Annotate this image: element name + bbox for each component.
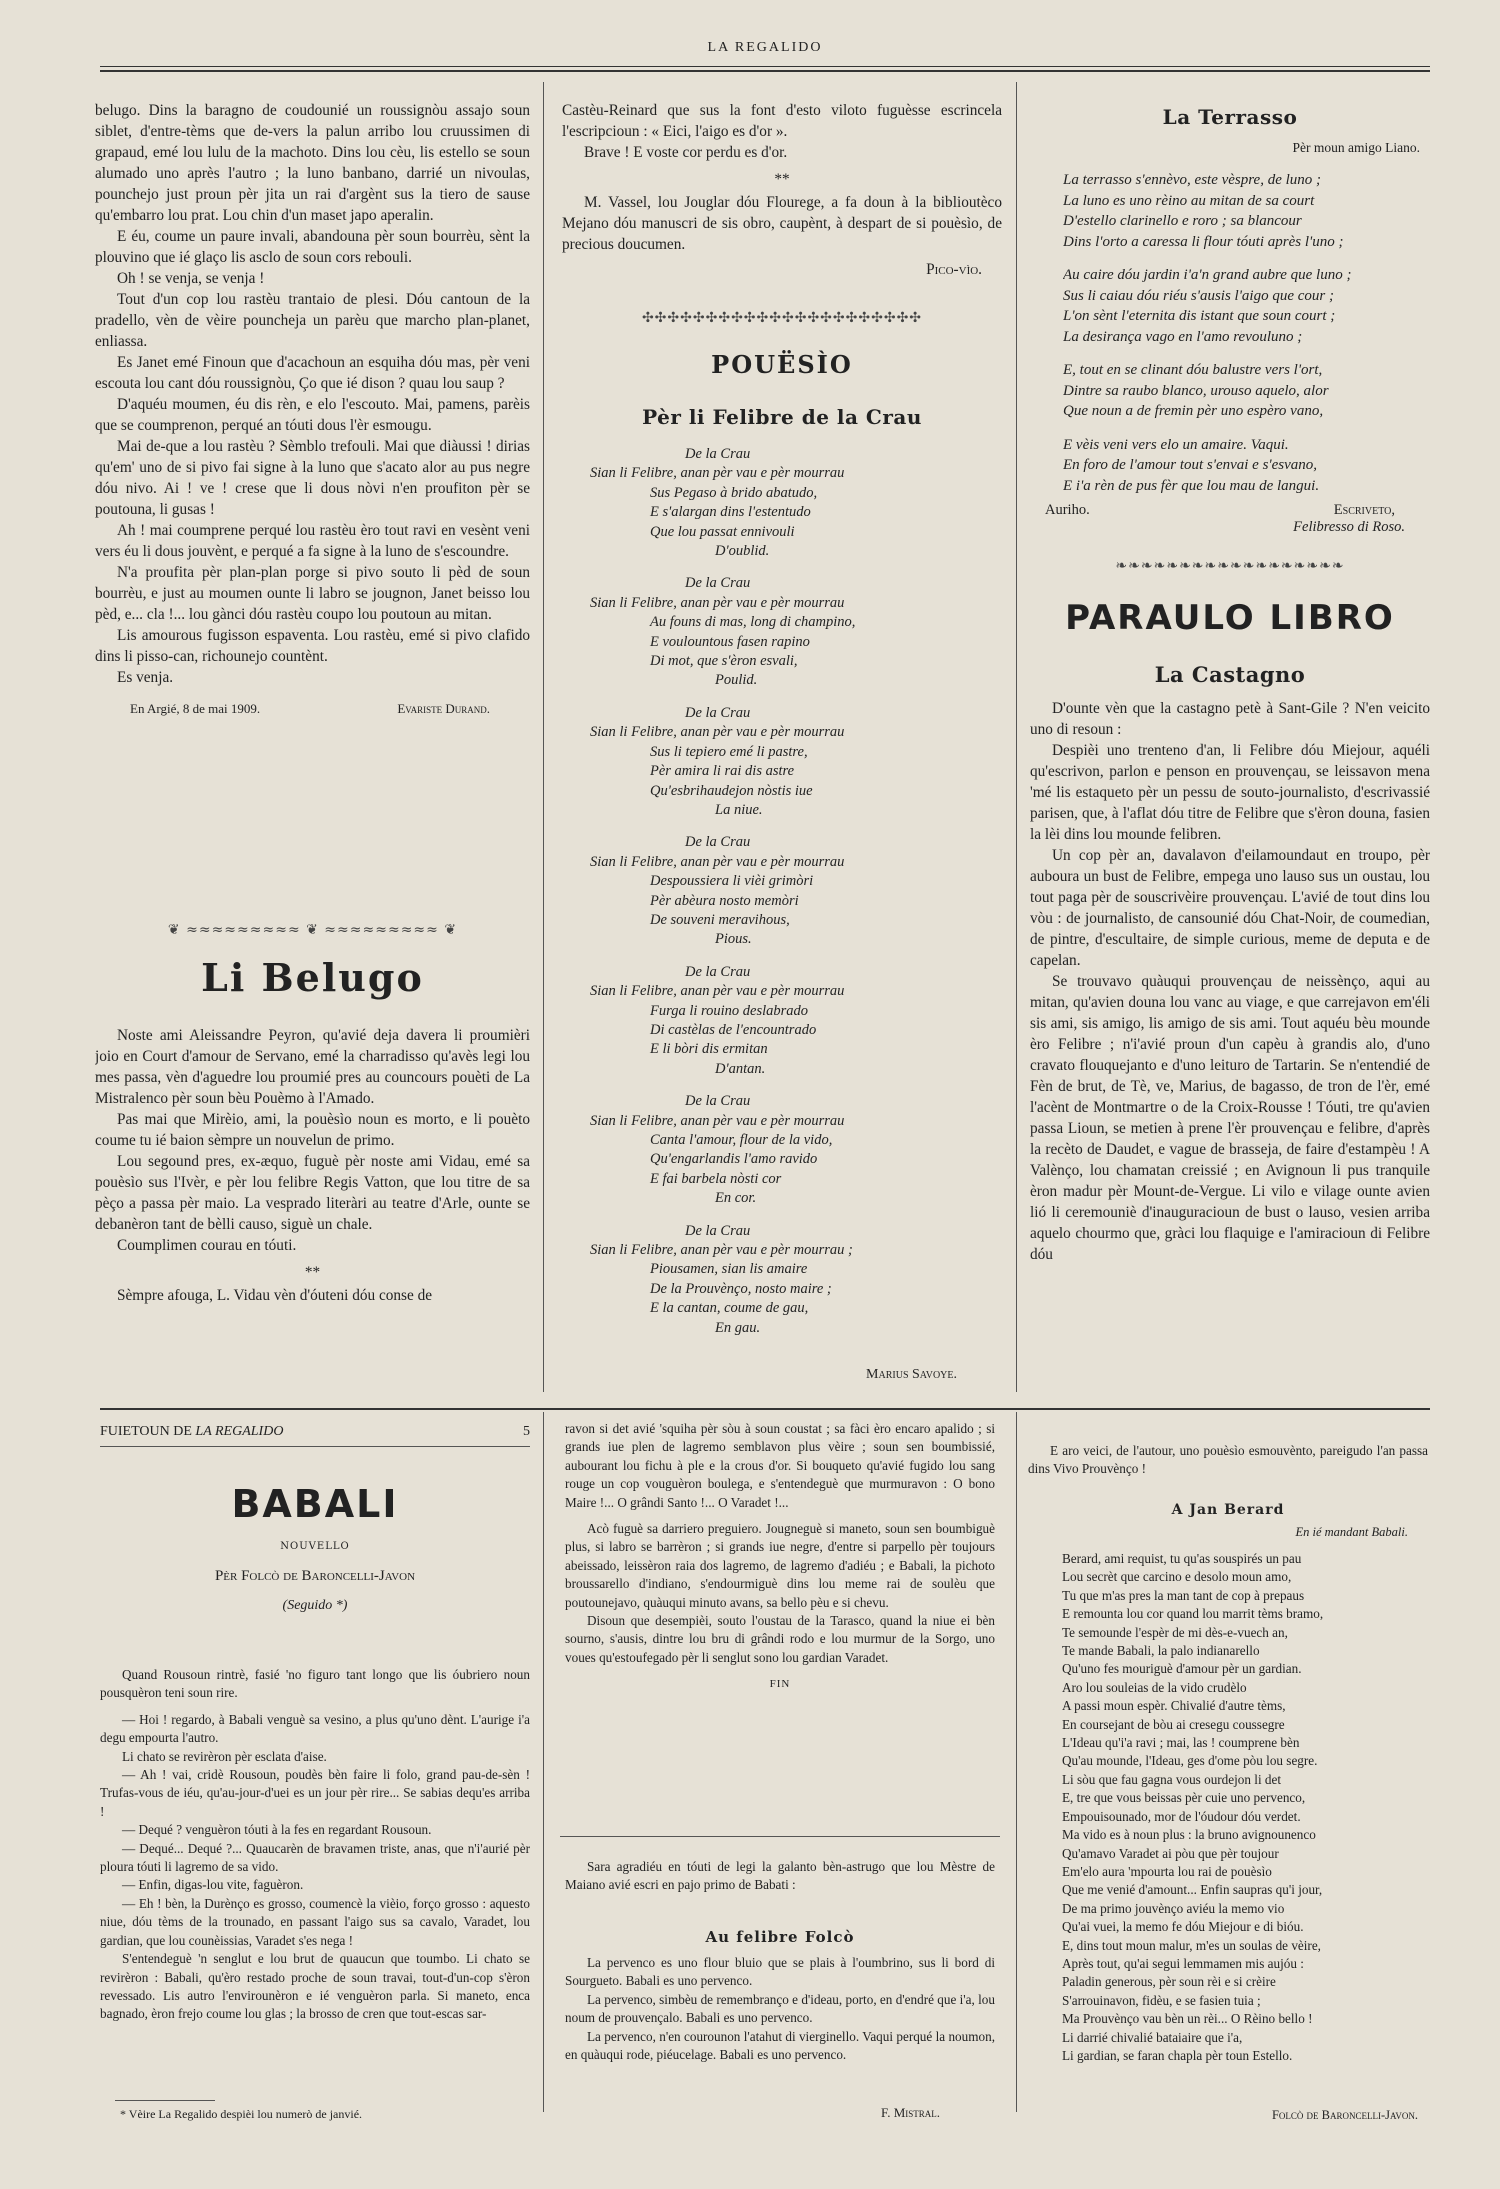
poem-line: Pèr amira li rai dis astre xyxy=(650,763,795,780)
intro-text xyxy=(1028,1442,1428,1492)
poem-line: Despoussiera li vièi grimòri xyxy=(650,873,814,890)
author-signature: Evariste Durand. xyxy=(397,701,490,716)
poem-line: De la Crau xyxy=(685,1093,751,1110)
ornament-divider: ❧❧❧❧❧❧❧❧❧❧❧❧❧❧❧❧❧❧ xyxy=(1115,558,1345,574)
poem-line: Dins l'orto a caressa li flour tóuti après l'uno ; xyxy=(1063,233,1344,250)
poem-line: Sian li Felibre, anan pèr vau e pèr mourrau xyxy=(590,594,845,611)
paragraph: Se trouvavo quàuqui prouvençau de neissènço, aqui au mitan, qu'avien douna lou vanc au viage, e que carrejavon em'éli sis ami, sis amigo, lis amigo de sis ami. Tout aquéu bèu mounde èro Felibre ; n'i'avié proun d'un capèu à grandis alo, d'uno cravato flouquejanto e d'uno leituro de Tartarin. Se n'entendié de Fèn de brut, de Tè, ve, Marius, de bagasso, de tron de l'èr, emé l'acènt de Montmartre o de la Croix-Rousse ! Tóuti, tre qu'avien passa Lioun, se metien à prene l'èr prouvençau e felibre, d'après la recèto de Daudet, e vague de brasseja, de faire d'estampèu ! A Valènço, lou chamatan creissié ; en Avignoun li pus tranquile èron madur pèr Mount-de-Vergue. Li vilo e vilage ounte avien lió li ceremouniè d'inauguracioun de bust o lauso, vesien arriba aquelo chourmo que, gràci lou flaquige e l'amiracioun di Felibre dóu xyxy=(1030,973,1430,1263)
poem-line: Sian li Felibre, anan pèr vau e pèr mourrau xyxy=(590,983,845,1000)
paragraph: Tout d'un cop lou rastèu trantaio de plesi. Dóu cantoun de la pradello, vèn de vèire pouncheja un parèu que marcho plan-planet, enliassa. xyxy=(95,291,530,350)
poem-line: Berard, ami requist, tu qu'as souspirés un pau xyxy=(1062,1551,1302,1566)
masthead-rule xyxy=(100,66,1430,67)
poem-stanza xyxy=(1063,360,1433,422)
poem-line: Que lou passat ennivouli xyxy=(650,523,795,540)
author-signature: Marius Savoye. xyxy=(866,1367,957,1382)
paragraph: Coumplimen courau en tóuti. xyxy=(117,1237,297,1254)
dateline: En Argié, 8 de mai 1909. xyxy=(130,701,261,716)
paragraph: E aro veici, de l'autour, uno pouèsìo esmouvènto, pareigudo l'an passa dins Vivo Prouvènço ! xyxy=(1028,1443,1428,1477)
paragraph: ravon si det avié 'squiha pèr sòu à soun coustat ; sa fàci èro encaro apalido ; si grands iue plen de lagremo semblavon plus vèire ; soun sen boumbissié, aubourant lou fichu à ple e la crous d'or. Si bouqueto qu'avié fugido lou sang rouge un cop vouguèron boulega, e s'entendeguè que murmuravon : O bono Maire !... O grândi Santo !... O Varadet !... xyxy=(565,1421,995,1510)
poem-line: E, tout en se clinant dóu balustre vers l'ort, xyxy=(1063,362,1323,378)
poem-line: Sian li Felibre, anan pèr vau e pèr mourrau xyxy=(590,465,845,482)
poem-line: Sus li caiau dóu riéu s'ausis l'aigo que cour ; xyxy=(1063,287,1334,304)
poem-title: A Jan Berard xyxy=(1171,1502,1285,1518)
poem-line: Poulid. xyxy=(715,672,758,689)
poem-stanza xyxy=(590,963,1000,1079)
poem-body xyxy=(1063,170,1433,500)
poem-line: Au founs di mas, long di champino, xyxy=(650,614,856,631)
footnote-rule xyxy=(115,2100,215,2101)
poem-line: Au caire dóu jardin i'a'n grand aubre que luno ; xyxy=(1063,267,1352,283)
poem-line: E voulountous fasen rapino xyxy=(650,633,810,650)
poem-title: Pèr li Felibre de la Crau xyxy=(642,405,922,429)
poem-stanza xyxy=(1063,435,1433,497)
header-title: LA REGALIDO xyxy=(195,1424,284,1439)
paragraph: La pervenco, simbèu de remembranço e d'ideau, porto, en d'endré que i'a, lou noum de prouvençalo. Babali es uno pervenco. xyxy=(565,1991,995,2026)
poem-line: Aro lou souleias de la vido crudèlo xyxy=(1062,1679,1247,1695)
poem-line: De la Crau xyxy=(685,1222,751,1239)
paragraph: — Ah ! vai, cridè Rousoun, poudès bèn faire li folo, grand pau-de-sèn ! Trufas-vous de iéu, qu'au-jour-d'uei es un jour pèr rire... Se sabias dequ'es arriba ! xyxy=(100,1767,530,1819)
poem-body xyxy=(1062,1550,1432,2090)
article-title: La Castagno xyxy=(1154,662,1306,687)
poem-line: Ma vido es à noun plus : la bruno avignounenco xyxy=(1062,1827,1316,1843)
paragraph: Oh ! se venja, se venja ! xyxy=(117,270,265,287)
paragraph: — Hoi ! regardo, à Babali venguè sa vesino, a plus qu'uno dènt. L'aurige i'a degu empourta l'autro. xyxy=(100,1711,530,1746)
poem-line: D'oublid. xyxy=(715,543,770,560)
poem-line: Sus Pegaso à brido abatudo, xyxy=(650,484,818,501)
poem-title: La Terrasso xyxy=(1162,105,1298,129)
story-text-continued xyxy=(565,1420,995,1750)
story-text xyxy=(100,1666,530,2076)
paragraph: Despièi uno trenteno d'an, li Felibre dóu Miejour, aquéli qu'escrivon, parlon e penson en prouvençau, se leissavon mena 'mé lis estaqueto pèr un pessu de souto-journalisto, d'escrivassié parisen, que, à l'aflat dóu titre de Felibre que s'èron douna, fasien la lèi dins lou mounde felibren. xyxy=(1030,742,1430,843)
poem-stanza xyxy=(590,833,1000,949)
column-divider xyxy=(1016,82,1017,1392)
paragraph: Un cop pèr an, davalavon d'eilamoundaut en troupo, pèr auboura un bust de Felibre, empega uno lauso sus un oustau, lou tout paga pèr de souscrivèire prouvençau. L'avié de tout dins lou vòu : de journalisto, de cansounié dóu Chat-Noir, de coumedian, de pintre, d'escultaire, de simple curious, meme de deputa e de capelan. xyxy=(1030,847,1430,969)
poem-line: E li bòri dis ermitan xyxy=(650,1041,768,1058)
poem-line: E vèis veni vers elo un amaire. Vaqui. xyxy=(1063,436,1289,453)
section-title: Li Belugo xyxy=(201,955,424,1000)
column-2-text xyxy=(562,100,1002,300)
footnote: * Vèire La Regalido despièi lou numerò de janvié. xyxy=(120,2107,363,2121)
poem-body xyxy=(590,445,1000,1390)
poem-line: E, tre que vous beissas pèr cuie uno pervenco, xyxy=(1062,1790,1306,1806)
poem-line: Li gardian, se faran chapla pèr toun Estello. xyxy=(1062,2047,1293,2063)
poem-line: Sus li tepiero emé li pastre, xyxy=(650,743,808,760)
poem-line: Li sòu que fau gagna vous ourdejon li det xyxy=(1062,1771,1282,1787)
poem-line: Furga li rouino deslabrado xyxy=(650,1002,809,1019)
paragraph: Sara agradiéu en tóuti de legi la galanto bèn-astrugo que lou Mèstre de Maiano avié escri en pajo primo de Babati : xyxy=(565,1859,995,1893)
poem-line: Tu que m'as pres la man tant de cop à prepaus xyxy=(1062,1587,1305,1603)
poem-line: De la Crau xyxy=(685,575,751,592)
paragraph: M. Vassel, lou Jouglar dóu Flourege, a fa doun à la biblioutèco Mejano dóu manuscri de sis obro, caupènt, à despart de si pouèsìo, de precious doucumen. xyxy=(562,194,1002,253)
paragraph: — Dequé... Dequé ?... Quaucarèn de bravamen triste, anas, que n'i'aurié pèr ploura tóuti li lagremo de sa vido. xyxy=(100,1840,530,1875)
poem-line: Lou secrèt que carcino e desolo moun amo, xyxy=(1062,1569,1292,1585)
poem-line: En coursejant de bòu ai cresegu coussegre xyxy=(1062,1716,1285,1732)
poem-stanza xyxy=(590,704,1000,820)
poem-line: E i'a rèn de pus fèr que lou mau de langui. xyxy=(1063,477,1320,494)
poem-line: E remounta lou cor quand lou marrit tèms bramo, xyxy=(1062,1606,1324,1622)
poem-dedication: En ié mandant Babali. xyxy=(1295,1525,1408,1539)
poem-stanza xyxy=(590,1222,1000,1338)
paragraph: D'aquéu moumen, éu dis rèn, e elo l'escouto. Mai, pamens, parèis que se coumprenon, perqué an tóuti dous l'èr esmougu. xyxy=(95,396,530,434)
paragraph: belugo. Dins la baragno de coudounié un roussignòu assajo soun siblet, d'entre-tèms que de-vers la palun arribo lou cruussimen di grapaud, emé lou lulu de la machoto. Dins lou cèu, lis estello se soun alumado uno après l'autro ; la luno banbano, darrié un nivoulas, pounchejo just proun pèr jita un rai d'argènt sus la tiero de sause qu'embarro lou prat. Lou chin d'un maset japo aperalin. xyxy=(95,102,530,224)
poem-line: La niue. xyxy=(715,801,763,818)
story-title: BABALI xyxy=(231,1482,399,1526)
paragraph: S'entendeguè 'n senglut e lou brut de quaucun que toumbo. Li chato se revirèron : Babali, qu'èro restado proche de soun travai, tout-d'un-cop s'èron revessado. Lis autro l'envirounèron e ié venguèron parla. Si maneto, enca bagnado, èron frejo coume lou glas ; la brosso de cren que tout-escas sar- xyxy=(100,1951,530,2022)
poem-line: Canta l'amour, flour de la vido, xyxy=(650,1132,833,1148)
poem-line: En foro de l'amour tout s'envai e s'esvano, xyxy=(1063,457,1318,473)
section-title: PARAULO LIBRO xyxy=(1065,598,1395,638)
poem-line: Di mot, que s'èron esvali, xyxy=(650,653,798,670)
ornament-divider: ✣✣✣✣✣✣✣✣✣✣✣✣✣✣✣✣✣✣✣✣✣✣ xyxy=(641,310,923,326)
poem-line: Em'elo aura 'mpourta lou rai de pouèsìo xyxy=(1062,1863,1272,1879)
column-divider xyxy=(1016,1412,1017,2112)
poem-line: Dintre sa raubo blanco, urouso aquelo, alor xyxy=(1063,382,1329,399)
poem-line: De la Crau xyxy=(685,834,751,851)
poem-line: Di castèlas de l'encountrado xyxy=(650,1021,817,1038)
signature: Pico-vìo. xyxy=(926,261,982,278)
poem-stanza xyxy=(590,574,1000,690)
feuilleton-header xyxy=(100,1424,530,1440)
poem-line: Qu'au mounde, l'Ideau, ges d'ome pòu lou segre. xyxy=(1062,1753,1318,1769)
poem-line: La luno es uno rèino au mitan de sa court xyxy=(1063,192,1315,209)
poem-line: Sian li Felibre, anan pèr vau e pèr mourrau xyxy=(590,853,845,870)
poem-line: Que noun a de fremin pèr uno espèro vano, xyxy=(1063,403,1324,419)
masthead: LA REGALIDO xyxy=(707,40,823,55)
poem-line: Te semounde l'espèr de mi dès-e-vuech an, xyxy=(1062,1624,1288,1640)
paragraph: Pas mai que Mirèio, ami, la pouèsìo noun es morto, e li pouèto coume tu ié baion sèmpre un nouvelun de primo. xyxy=(95,1111,530,1149)
poem-line: Qu'uno fes mouriguè d'amour pèr un gardian. xyxy=(1062,1661,1302,1677)
paragraph: Disoun que desempièi, souto l'oustau de la Tarasco, quand la niue ei bèn sourno, s'ausis, dintre lou bru di grândi rodo e lou murmur de la Sorgo, uno voues qu'estoufegado pèr li senglut sono lou gardian Varadet. xyxy=(565,1613,995,1665)
paragraph: Noste ami Aleissandre Peyron, qu'avié deja davera li proumièri joio en Court d'amour de Servano, emé la charradisso qu'avès legi lou mes passa, vèn d'aguedre lou proumié pres au councours pouèti de La Mistralenco pèr soun bèu Pouèmo à l'Amado. xyxy=(95,1027,530,1107)
poem-line: L'Ideau qu'i'a ravi ; mai, las ! coumprene bèn xyxy=(1062,1735,1300,1751)
paraulo-text xyxy=(1030,698,1430,1393)
poem-line: Qu'esbrihaudejon nòstis iue xyxy=(650,782,813,799)
masthead-rule-thick xyxy=(100,70,1430,72)
header-label: FUIETOUN DE xyxy=(100,1424,192,1439)
column-divider xyxy=(543,82,544,1392)
column-divider xyxy=(543,1412,544,2112)
poem-line: Te mande Babali, la palo indianarello xyxy=(1062,1643,1260,1659)
paragraph: Mai de-que a lou rastèu ? Sèmblo trefouli. Mai que diàussi ! dirias qu'em' uno de si pivo fai signe à la luno que s'acato alor au pus negre dóu nivo. Ai ! ve ! crese que li dous nòvi n'en proufiton pèr se poutouna, li gusas ! xyxy=(95,438,530,518)
stars-separator: ** xyxy=(304,1264,321,1281)
poem-line: Qu'engarlandis l'amo ravido xyxy=(650,1151,818,1168)
poem-line: Sian li Felibre, anan pèr vau e pèr mourrau ; xyxy=(590,1242,853,1259)
paragraph: D'ounte vèn que la castagno petè à Sant-Gile ? N'en veicito uno di resoun : xyxy=(1030,700,1430,738)
poem-line: Pèr abèura nosto memòri xyxy=(650,892,799,909)
poem-line: Paladin generous, pèr soun rèi e si crèire xyxy=(1062,1974,1276,1990)
poem-stanza xyxy=(1063,170,1433,252)
poem-line: Que me venié d'amount... Enfin saupras qu'i jour, xyxy=(1062,1882,1323,1898)
poem-line: Qu'amavo Varadet ai pòu que pèr toujour xyxy=(1062,1845,1279,1861)
poem-line: Sian li Felibre, anan pèr vau e pèr mourrau xyxy=(590,724,845,741)
paragraph: — Enfin, digas-lou vite, faguèron. xyxy=(122,1877,304,1893)
poem-stanza xyxy=(590,445,1000,561)
paragraph: Castèu-Reinard que sus la font d'esto viloto fuguèsse escrincela l'escripcioun : « Eici, l'aigo es d'or ». xyxy=(562,102,1002,140)
poem-line: L'on sènt l'eternita dis istant que soun court ; xyxy=(1063,308,1336,324)
ornament-divider: ❦ ≈≈≈≈≈≈≈≈≈ ❦ ≈≈≈≈≈≈≈≈≈ ❦ xyxy=(167,922,458,938)
paragraph: Lis amourous fugisson espaventa. Lou rastèu, emé si pivo clafido dins li pisso-can, richounejo countènt. xyxy=(95,627,530,665)
poem-line: La desirança vago en l'amo revouluno ; xyxy=(1063,328,1303,345)
header-rule xyxy=(100,1446,530,1447)
feuilleton-label xyxy=(100,1424,283,1440)
paragraph: Quand Rousoun rintrè, fasié 'no figuro tant longo que lis óubriero noun pousquèron teni soun rire. xyxy=(100,1667,530,1701)
poem-line: En gau. xyxy=(715,1319,761,1336)
paragraph: Lou segound pres, ex-æquo, fuguè pèr noste ami Vidau, emé sa pouèsìo sus l'Ivèr, e pèr lou felibre Regis Vatton, que lou titre de sa pèço a passa pèr maio. La vesprado literàri au teatre d'Arle, ounte se debanèron tant de bèlli causo, siguè un chale. xyxy=(95,1153,530,1233)
poem-line: Empouisounado, mor de l'óudour dóu verdet. xyxy=(1062,1808,1301,1824)
paragraph: E éu, coume un paure invali, abandouna pèr soun bourrèu, sènt la plouvino que ié glaço lis asclo de soun cors rebouli. xyxy=(95,228,530,266)
poem-line: E, dins tout moun malur, m'es un soulas de vèire, xyxy=(1062,1937,1321,1953)
signature: F. Mistral. xyxy=(881,2105,940,2120)
poem-line: De la Crau xyxy=(685,446,751,462)
poem-line: Li darrié chivalié bataiaire que i'a, xyxy=(1062,2029,1243,2045)
stars-separator: ** xyxy=(774,171,790,188)
intro-text xyxy=(565,1858,995,1928)
continued-note: (Seguido *) xyxy=(282,1598,348,1613)
paragraph: La pervenco, n'en courounon l'atahut di vierginello. Vaqui perqué la noumon, en quàuqui rode, piéucelage. Babali es uno pervenco. xyxy=(565,2028,995,2063)
paragraph: Ah ! mai coumprene perqué lou rastèu èro tout ravi en vesènt veni vers éu li dous jouvènt, e perqué a fa signe à la luno de s'escoundre. xyxy=(95,522,530,560)
poem-stanza xyxy=(1063,265,1433,347)
poem-line: D'estello clarinello e roro ; sa blancour xyxy=(1063,213,1302,229)
story-kind: NOUVELLO xyxy=(280,1541,350,1552)
paragraph: Brave ! E voste cor perdu es d'or. xyxy=(584,144,788,161)
poem-line: La terrasso s'ennèvo, este vèspre, de luno ; xyxy=(1063,172,1322,188)
author-signature: Escriveto, xyxy=(1333,502,1395,518)
poem-line: De la Crau xyxy=(685,704,751,721)
belugo-text xyxy=(95,1025,530,1385)
author-sub: Felibresso di Roso. xyxy=(1293,519,1405,535)
poem-line: De souveni meravihous, xyxy=(650,911,790,928)
paragraph: La pervenco es uno flour bluio que se plais à l'oumbrino, sus li bord di Sourgueto. Babali es uno pervenco. xyxy=(565,1955,995,1989)
poem-line: Pious. xyxy=(715,931,752,948)
poem-line: E fai barbela nòsti cor xyxy=(650,1170,782,1187)
end-marker: FIN xyxy=(769,1678,791,1691)
paragraph: Es venja. xyxy=(117,669,174,686)
paragraph: Li chato se revirèron pèr esclata d'aise. xyxy=(122,1748,327,1764)
paragraph: Sèmpre afouga, L. Vidau vèn d'óuteni dóu conse de xyxy=(117,1287,433,1304)
poem-line: D'antan. xyxy=(715,1060,766,1077)
poem-line: E la cantan, coume de gau, xyxy=(650,1300,809,1317)
poem-line: De la Prouvènço, nosto maire ; xyxy=(650,1280,832,1297)
mistral-text xyxy=(565,1954,995,2094)
feuilleton-rule xyxy=(100,1408,1430,1410)
poem-line: De ma primo jouvènço aviéu la memo vio xyxy=(1062,1900,1285,1916)
poem-line: S'arrouinavon, fidèu, e se fasien tuia ; xyxy=(1062,1992,1261,2008)
article-title: Au felibre Folcò xyxy=(705,1928,855,1946)
poem-line: En cor. xyxy=(715,1190,757,1207)
poem-line: E s'alargan dins l'estentudo xyxy=(650,504,811,521)
poem-line: Après tout, qu'ai segui lemmamen mis aujóu : xyxy=(1062,1955,1304,1971)
paragraph: Acò fuguè sa darriero preguiero. Jougneguè si maneto, soun sen boumbiguè plus, si labro se barrèron ; si grands iue negre, d'entre si parpello pèr toujours abeissado, leissèron raia dos lagremo, de lagremo d'adiéu ; e Babali, la pichoto broussarello d'indiano, s'endourmiguè dins lou meme rai de soulèu que poutounejavo, quàuqui minuto avans, sa bello pèu e si chevu. xyxy=(565,1521,995,1610)
poem-line: A passi moun espèr. Chivalié d'autre tèms, xyxy=(1062,1698,1286,1714)
poem-line: De la Crau xyxy=(685,963,751,980)
page-number: 5 xyxy=(523,1424,530,1439)
paragraph: — Dequé ? venguèron tóuti à la fes en regardant Rousoun. xyxy=(122,1822,432,1838)
author-signature: Folcò de Baroncelli-Javon. xyxy=(1271,2108,1418,2122)
story-author: Pèr Folcò de Baroncelli-Javon xyxy=(214,1568,416,1584)
poem-line: Sian li Felibre, anan pèr vau e pèr mourrau xyxy=(590,1112,845,1129)
poem-line: Qu'ai vuei, la memo fe dóu Miejour e di bióu. xyxy=(1062,1919,1304,1935)
poem-line: Ma Prouvènço vau bèn un rèi... O Rèino bello ! xyxy=(1062,2011,1313,2027)
dedication: Pèr moun amigo Liano. xyxy=(1292,140,1420,155)
paragraph: — Eh ! bèn, la Durènço es grosso, coumencè la vièio, forço grosso : aquesto niue, dóu tèms de la trounado, en passant l'aigo sus sa cavalo, Varadet, lou gardian, que lou counèissias, Varadet s'es nega ! xyxy=(100,1895,530,1948)
paragraph: Es Janet emé Finoun que d'acachoun an esquiha dóu mas, pèr veni escouta lou cant dóu roussignòu, Ço que ié dison ? quau lou saup ? xyxy=(95,354,530,392)
signature-block xyxy=(1045,502,1425,536)
section-rule xyxy=(560,1836,1000,1837)
column-1-text xyxy=(95,100,530,910)
section-title: POUËSÌO xyxy=(711,350,853,379)
poem-stanza xyxy=(590,1092,1000,1208)
paragraph: N'a proufita pèr plan-plan porge si pivo souto li pèd de soun bourrèu, e just au moumen ounte li labro se jougnon, Janet beisso lou pèd, e... cla !... lou gànci dóu rastèu coupo lou poutoun au mitan. xyxy=(95,564,530,623)
place: Auriho. xyxy=(1045,502,1090,518)
poem-line: Piousamen, sian lis amaire xyxy=(650,1261,808,1278)
